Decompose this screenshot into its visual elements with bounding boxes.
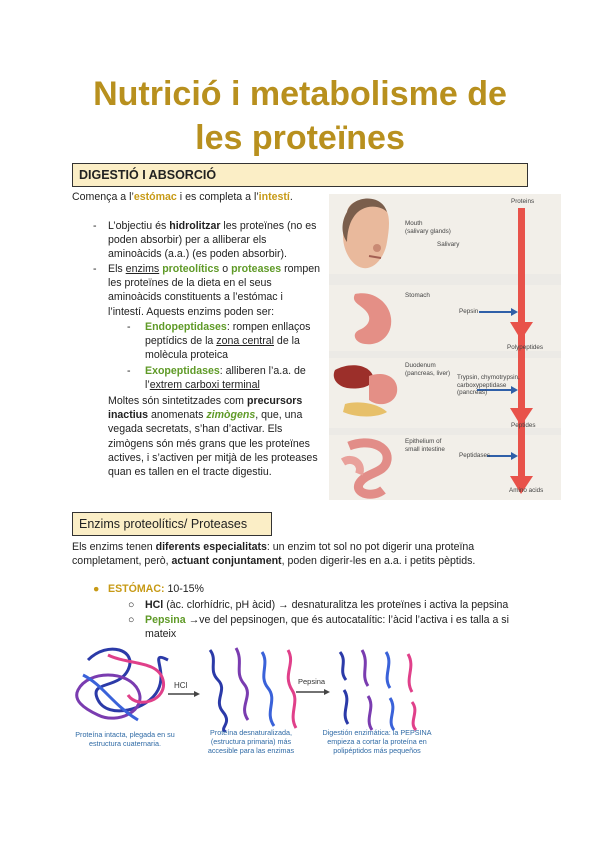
text: Els enzims tenen — [72, 541, 156, 553]
text: , que, una vegada secretats, s’han d’activar. Els zimògens són més grans que les proteïnes actives, i s’activen per mitjà de les proteases quan es tallen en el tracte digestiu. — [108, 409, 318, 479]
green-text: proteolítics — [162, 263, 220, 275]
label-salivary: Salivary — [437, 241, 460, 248]
arrow-head — [194, 691, 200, 697]
text: Comença a l’ — [72, 191, 134, 203]
bullet-dot: ● — [93, 583, 100, 595]
title-line-2: les proteïnes — [195, 119, 405, 157]
text: . — [289, 191, 293, 203]
text: (àc. clorhídric, pH àcid) → desnaturalitza les proteïnes i activa la pepsina — [163, 599, 509, 611]
bold-text: actuant conjuntament — [171, 555, 282, 568]
green-text: Pepsina — [145, 614, 186, 626]
text: i es completa a l’ — [176, 191, 259, 203]
caption-intact: Proteína intacta, plegada en su estructura cuaternaria. — [75, 730, 175, 748]
hcl-label: HCl — [174, 681, 188, 690]
text: les proteïnes (no es poden absorbir) per a alliberar els aminoàcids (a.a.) (es poden absorbir). — [108, 220, 317, 261]
arrow-head — [324, 689, 330, 695]
label-duodenum: Duodenum (pancreas, liver) — [405, 362, 451, 377]
text: →ve del pepsinogen, que és autocatalític: l’àcid l’activa i es talla a si mateix — [145, 614, 509, 641]
text: de la molècula proteica — [145, 335, 300, 362]
estomac-item — [108, 582, 204, 596]
bold-text: HCl — [145, 599, 164, 611]
label-peptidases: Peptidases — [459, 452, 491, 459]
label-polypeptides: Polypeptides — [507, 344, 544, 351]
digested-protein — [340, 650, 416, 730]
text: anomenats — [148, 409, 207, 422]
sub-bullet-dash: - — [127, 321, 131, 333]
label-amino-acids: Amino acids — [509, 487, 544, 494]
label-epithelium: Epithelium of small intestine — [405, 438, 445, 453]
circle-bullet: ○ — [128, 614, 135, 626]
bold-text: diferents especialitats — [155, 541, 267, 553]
title-line-1: Nutrició i metabolisme de — [93, 75, 507, 113]
text: , poden digerir-les en a.a. i petits pèptids. — [281, 555, 476, 568]
text: : alliberen l’a.a. de l’ — [145, 365, 306, 392]
intact-protein — [77, 649, 168, 720]
bold-text: precursors inactius — [108, 395, 303, 422]
label-proteins: Proteins — [511, 198, 535, 205]
sub-bullet-dash: - — [127, 365, 131, 377]
text: 10-15% — [164, 583, 204, 595]
intro-paragraph — [72, 190, 372, 204]
bullet-dash: - — [93, 263, 97, 275]
denatured-protein — [210, 648, 296, 732]
especialitats-paragraph — [72, 540, 532, 568]
bullet-objectiu — [108, 219, 320, 262]
text: Els — [108, 263, 126, 275]
label-pepsin: Pepsin — [459, 308, 479, 315]
green-text: Exopeptidases — [145, 365, 220, 377]
gold-text: ESTÓMAC: — [108, 583, 165, 595]
green-text: zimògens — [206, 409, 256, 422]
pepsina-item — [145, 613, 535, 641]
pepsina-label: Pepsina — [298, 677, 326, 686]
green-text: Endopeptidases — [145, 321, 227, 333]
label-trypsin: Trypsin, chymotrypsin, carboxypeptidase (pancreas) — [457, 374, 520, 396]
text: : un enzim tot sol no pot digerir una proteïna completament, però, — [72, 541, 475, 568]
circle-bullet: ○ — [128, 599, 135, 611]
bullet-dash: - — [93, 220, 97, 232]
text: L’objectiu és — [108, 220, 170, 232]
digestion-diagram — [329, 194, 561, 500]
caption-digestion: Digestión enzimática: la PEPSINA empieza a cortar la proteína en polipéptidos más pequeños — [322, 728, 432, 755]
sub-bullet-exopeptidases — [145, 364, 325, 392]
underlined-text: zona central — [216, 335, 274, 348]
sub-bullet-endopeptidases — [145, 320, 325, 363]
underlined-text: extrem carboxi terminal — [149, 379, 260, 392]
caption-denatured: Proteína desnaturalizada, (estructura primaria) más accesible para las enzimas — [207, 728, 295, 755]
estomac-highlight: estómac — [133, 191, 177, 203]
section-heading-proteases: Enzims proteolítics/ Proteases — [72, 512, 272, 536]
label-stomach: Stomach — [405, 292, 430, 299]
zimogens-paragraph — [108, 394, 320, 479]
section-heading-digestio: DIGESTIÓ I ABSORCIÓ — [72, 163, 528, 187]
label-mouth: Mouth (salivary glands) — [405, 220, 451, 235]
protein-denaturation-figure — [68, 640, 468, 732]
label-peptides: Peptides — [511, 422, 536, 429]
hcl-item — [145, 598, 535, 612]
green-text: proteases — [231, 263, 282, 275]
text: Moltes són sintetitzades com — [108, 395, 247, 407]
text: rompen les proteïnes de la dieta en el seus aminoàcids constituents a l’estómac i l’intestí. Aquests enzims poden ser: — [108, 263, 321, 318]
underlined-text: enzims — [125, 263, 160, 275]
text: o — [219, 263, 232, 275]
page-title — [0, 72, 600, 160]
text: : rompen enllaços peptídics de la — [145, 321, 311, 348]
bullet-enzims — [108, 262, 320, 319]
bold-text: hidrolitzar — [169, 220, 221, 232]
intesti-highlight: intestí — [258, 191, 290, 203]
